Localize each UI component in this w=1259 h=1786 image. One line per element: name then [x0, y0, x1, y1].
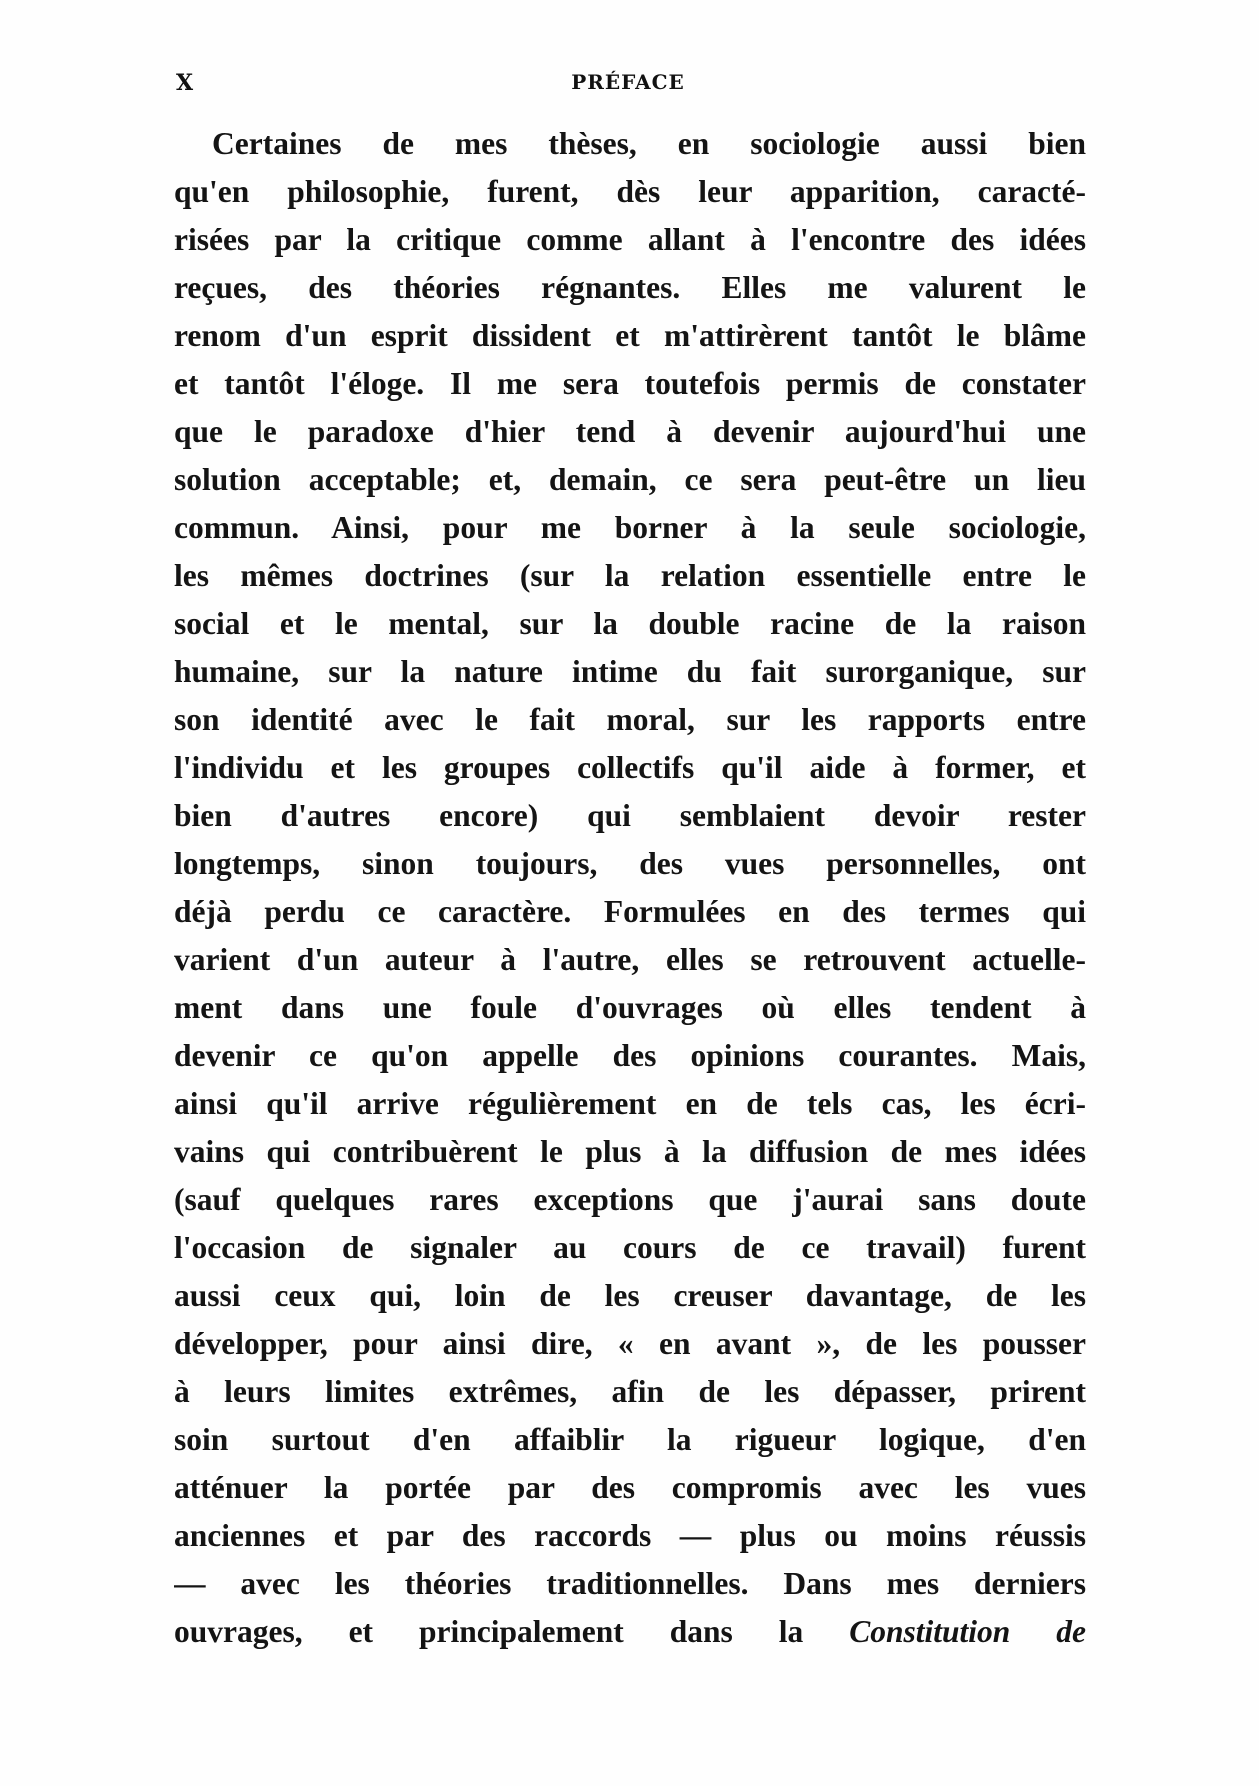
text-line-roman: ouvrages, et principalement dans la: [174, 1614, 804, 1649]
text-line: et tantôt l'éloge. Il me sera toutefois permis de constater: [174, 366, 1086, 401]
text-line: vains qui contribuèrent le plus à la diffusion de mes idées: [174, 1134, 1086, 1169]
text-line: renom d'un esprit dissident et m'attirèrent tantôt le blâme: [174, 318, 1086, 353]
text-line: Certaines de mes thèses, en sociologie aussi bien: [212, 126, 1086, 161]
text-line: longtemps, sinon toujours, des vues personnelles, ont: [174, 846, 1086, 881]
text-line: risées par la critique comme allant à l'encontre des idées: [174, 222, 1086, 257]
preface-paragraph: [174, 120, 1086, 1656]
text-line: l'occasion de signaler au cours de ce travail) furent: [174, 1230, 1086, 1265]
text-line: anciennes et par des raccords — plus ou moins réussis: [174, 1518, 1086, 1553]
book-title-italic: Constitution de: [849, 1614, 1086, 1649]
text-line: bien d'autres encore) qui semblaient devoir rester: [174, 798, 1086, 833]
text-line: déjà perdu ce caractère. Formulées en des termes qui: [174, 894, 1086, 929]
text-line: soin surtout d'en affaiblir la rigueur logique, d'en: [174, 1422, 1086, 1457]
text-line: devenir ce qu'on appelle des opinions courantes. Mais,: [174, 1038, 1086, 1073]
text-line: humaine, sur la nature intime du fait surorganique, sur: [174, 654, 1086, 689]
text-line: varient d'un auteur à l'autre, elles se retrouvent actuelle-: [174, 942, 1086, 977]
text-line: aussi ceux qui, loin de les creuser davantage, de les: [174, 1278, 1086, 1313]
page-header: [176, 70, 1080, 100]
text-line: — avec les théories traditionnelles. Dans mes derniers: [174, 1566, 1086, 1601]
text-line: social et le mental, sur la double racine de la raison: [174, 606, 1086, 641]
running-title: PRÉFACE: [571, 70, 685, 94]
text-line: ment dans une foule d'ouvrages où elles tendent à: [174, 990, 1086, 1025]
text-line: solution acceptable; et, demain, ce sera peut-être un lieu: [174, 462, 1086, 497]
text-line: reçues, des théories régnantes. Elles me valurent le: [174, 270, 1086, 305]
text-line: développer, pour ainsi dire, « en avant », de les pousser: [174, 1326, 1086, 1361]
text-line: commun. Ainsi, pour me borner à la seule sociologie,: [174, 510, 1086, 545]
text-line: son identité avec le fait moral, sur les rapports entre: [174, 702, 1086, 737]
text-line: ainsi qu'il arrive régulièrement en de tels cas, les écri-: [174, 1086, 1086, 1121]
page-number: X: [176, 70, 195, 96]
text-line: (sauf quelques rares exceptions que j'aurai sans doute: [174, 1182, 1086, 1217]
text-line: les mêmes doctrines (sur la relation essentielle entre le: [174, 558, 1086, 593]
text-line: à leurs limites extrêmes, afin de les dépasser, prirent: [174, 1374, 1086, 1409]
text-line-final: [174, 1608, 1086, 1656]
text-line: atténuer la portée par des compromis avec les vues: [174, 1470, 1086, 1505]
text-line: que le paradoxe d'hier tend à devenir aujourd'hui une: [174, 414, 1086, 449]
text-line: qu'en philosophie, furent, dès leur apparition, caracté-: [174, 174, 1086, 209]
text-line: l'individu et les groupes collectifs qu'il aide à former, et: [174, 750, 1086, 785]
